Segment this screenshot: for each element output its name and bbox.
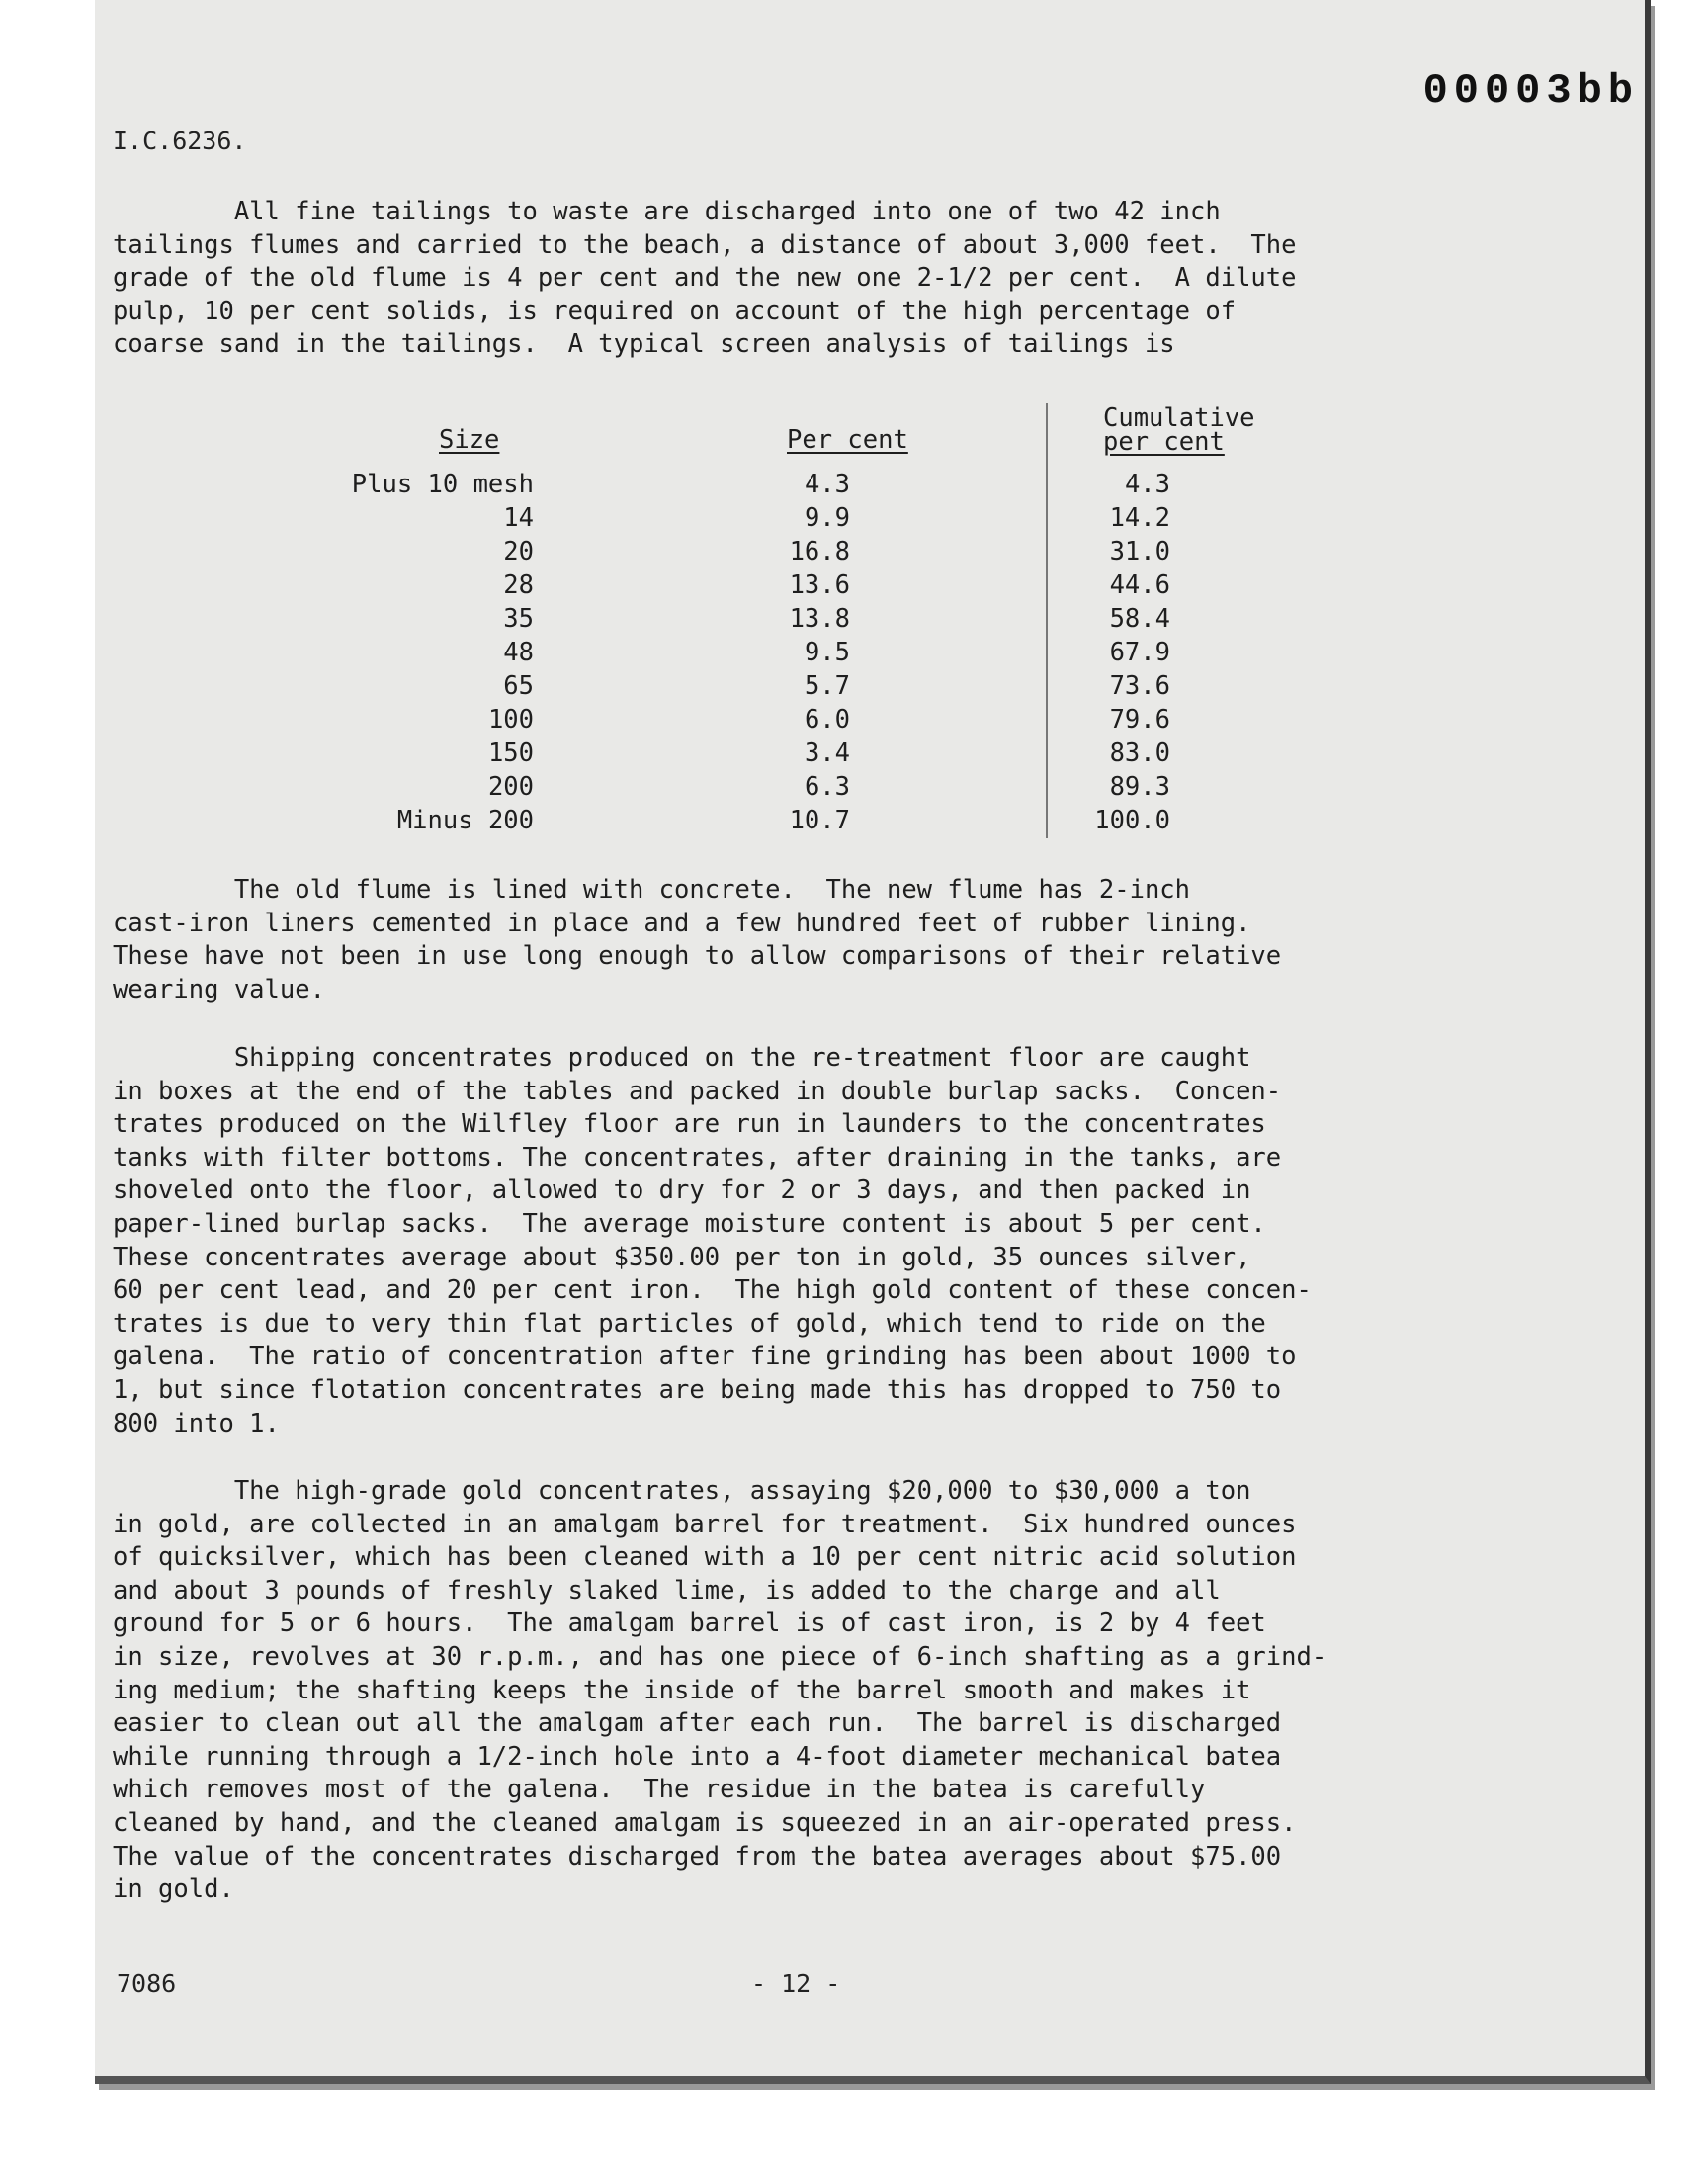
- paragraph-shipping-concentrates: Shipping concentrates produced on the re-treatment floor are caught in boxes at the end of the tables and packed in double burlap sacks. Concen- trates produced on the Wilfley floor are run in launders to the concentrates tanks with filter bottoms. The concentrates, after draining in the tanks, are shoveled onto the floor, allowed to dry for 2 or 3 days, and then packed in paper-lined burlap sacks. The average moisture content is about 5 per cent. These concentrates average about $350.00 per ton in gold, 35 ounces silver, 60 per cent lead, and 20 per cent iron. The high gold content of these concen- trates is due to very thin flat particles of gold, which tend to ride on the galena. The ratio of concentration after fine grinding has been about 1000 to 1, but since flotation concentrates are being made this has dropped to 750 to 800 into 1.: [113, 1043, 1312, 1438]
- cell-cumulative: 4.3: [1124, 470, 1170, 499]
- cell-cumulative: 83.0: [1109, 739, 1170, 768]
- cell-per-cent: 4.3: [804, 470, 850, 499]
- cell-cumulative: 14.2: [1109, 503, 1170, 533]
- cell-size: 150: [487, 739, 534, 768]
- cell-per-cent: 3.4: [804, 739, 850, 768]
- cell-per-cent: 6.0: [804, 705, 850, 735]
- cell-per-cent: 10.7: [789, 806, 850, 835]
- cell-cumulative: 100.0: [1094, 806, 1170, 835]
- cell-size: 65: [503, 671, 534, 701]
- cell-per-cent: 5.7: [804, 671, 850, 701]
- cell-per-cent: 13.8: [789, 604, 850, 634]
- header-size: Size: [439, 425, 500, 455]
- cell-size: 35: [503, 604, 534, 634]
- cell-per-cent: 16.8: [789, 537, 850, 566]
- cell-size: Plus 10 mesh: [351, 470, 534, 499]
- cell-cumulative: 58.4: [1109, 604, 1170, 634]
- cell-size: 48: [503, 638, 534, 667]
- cell-per-cent: 9.9: [804, 503, 850, 533]
- document-id: I.C.6236.: [113, 127, 247, 155]
- cell-per-cent: 9.5: [804, 638, 850, 667]
- header-cumulative-per-cent: per cent: [1103, 427, 1225, 457]
- paragraph-tailings-flumes: All fine tailings to waste are discharged into one of two 42 inch tailings flumes and carried to the beach, a distance of about 3,000 feet. The grade of the old flume is 4 per cent and the new one 2-1/2 per cent. A dilute pulp, 10 per cent solids, is required on account of the high percentage of coarse sand in the tailings. A typical screen analysis of tailings is: [113, 197, 1297, 360]
- report-number: 7086: [117, 1969, 177, 1998]
- cell-size: 28: [503, 570, 534, 600]
- cell-cumulative: 31.0: [1109, 537, 1170, 566]
- cell-size: 200: [487, 772, 534, 802]
- cell-size: 100: [487, 705, 534, 735]
- cell-cumulative: 79.6: [1109, 705, 1170, 735]
- cell-size: 14: [503, 503, 534, 533]
- header-per-cent: Per cent: [787, 425, 908, 455]
- paragraph-high-grade-concentrates: The high-grade gold concentrates, assaying $20,000 to $30,000 a ton in gold, are collected in an amalgam barrel for treatment. Six hundred ounces of quicksilver, which has been cleaned with a 10 per cent nitric acid solution and about 3 pounds of freshly slaked lime, is added to the charge and all ground for 5 or 6 hours. The amalgam barrel is of cast iron, is 2 by 4 feet in size, revolves at 30 r.p.m., and has one piece of 6-inch shafting as a grind- ing medium; the shafting keeps the inside of the barrel smooth and makes it easier to clean out all the amalgam after each run. The barrel is discharged while running through a 1/2-inch hole into a 4-foot diameter mechanical batea which removes most of the galena. The residue in the batea is carefully cleaned by hand, and the cleaned amalgam is squeezed in an air-operated press. The value of the concentrates discharged from the batea averages about $75.00 in gold.: [113, 1476, 1327, 1905]
- paragraph-flume-lining: The old flume is lined with concrete. The new flume has 2-inch cast-iron liners cemented in place and a few hundred feet of rubber lining. These have not been in use long enough to allow comparisons of their relative wearing value.: [113, 875, 1282, 1004]
- cell-cumulative: 67.9: [1109, 638, 1170, 667]
- cell-size: Minus 200: [396, 806, 534, 835]
- serial-number: 00003bb: [1422, 67, 1639, 115]
- cell-cumulative: 44.6: [1109, 570, 1170, 600]
- cell-cumulative: 73.6: [1109, 671, 1170, 701]
- page-number: - 12 -: [751, 1969, 841, 1998]
- cell-size: 20: [503, 537, 534, 566]
- cell-cumulative: 89.3: [1109, 772, 1170, 802]
- cell-per-cent: 13.6: [789, 570, 850, 600]
- cell-per-cent: 6.3: [804, 772, 850, 802]
- header-cumulative: Cumulative: [1103, 403, 1255, 433]
